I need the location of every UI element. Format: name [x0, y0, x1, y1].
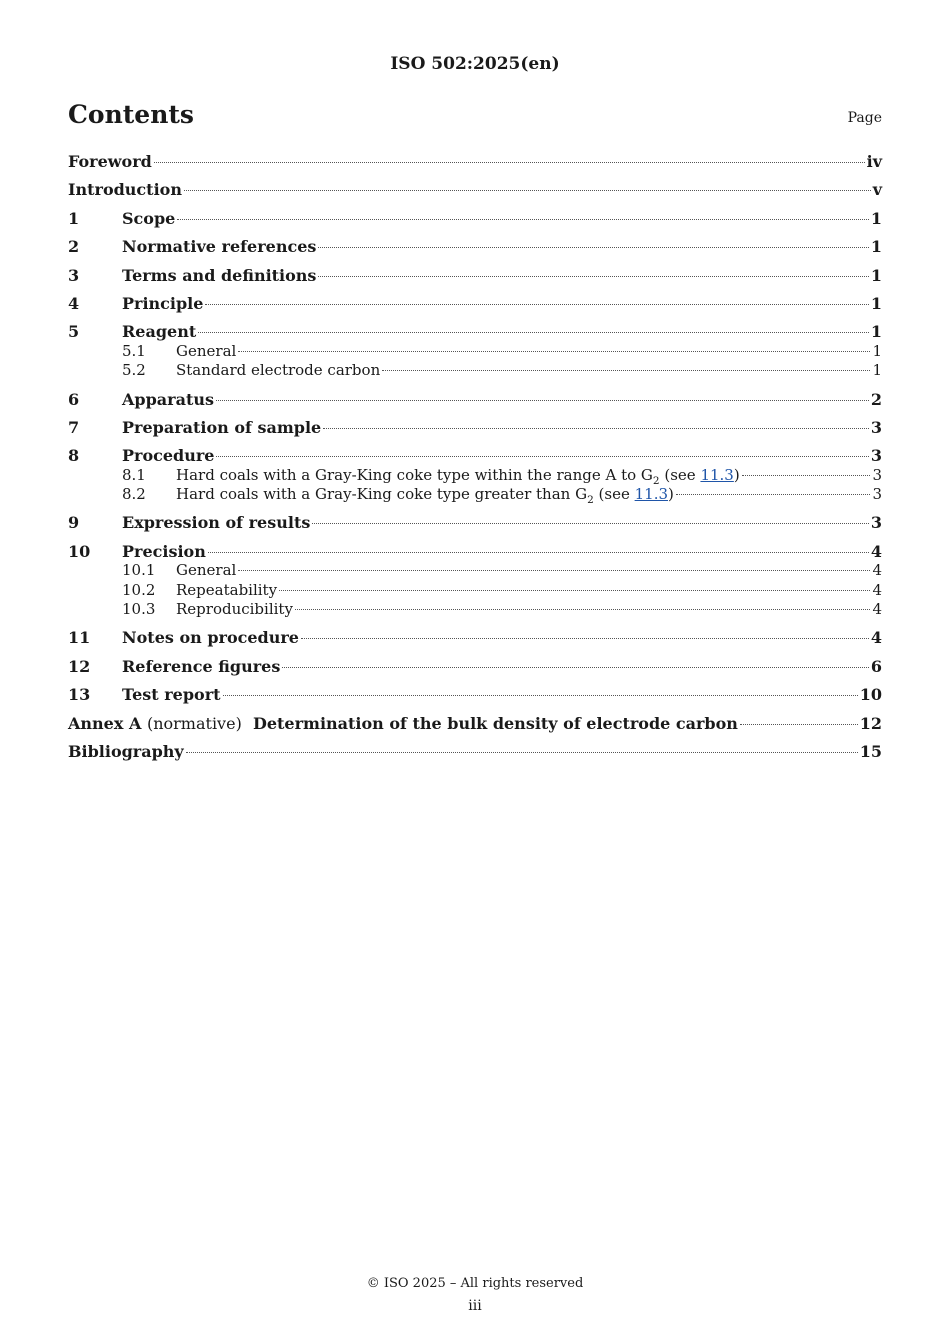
toc-number: 6 — [68, 389, 80, 409]
toc-entry-hard-coals-range-a-to-g2[interactable] — [68, 466, 882, 485]
toc-leader — [205, 304, 868, 305]
toc-title: Reagent — [122, 322, 197, 342]
toc-leader — [382, 370, 870, 371]
toc-leader — [216, 456, 868, 457]
see-close: ) — [733, 465, 740, 484]
subscript: 2 — [587, 494, 594, 507]
toc-number: 3 — [68, 265, 80, 285]
toc-entry-procedure[interactable] — [68, 446, 882, 465]
toc-leader — [154, 162, 865, 163]
toc-title: Foreword — [68, 152, 152, 171]
subscript: 2 — [652, 474, 660, 487]
toc-title: Test report — [122, 685, 221, 705]
toc-title: Terms and definitions — [122, 265, 317, 285]
toc-page: 3 — [870, 417, 882, 437]
toc-title: Scope — [122, 208, 176, 228]
toc-number: 5 — [68, 322, 80, 342]
annex-label: Annex A — [68, 713, 142, 733]
toc-leader — [238, 570, 870, 571]
toc-number: 11 — [68, 628, 91, 648]
toc-title: Bibliography — [68, 741, 184, 761]
toc-entry-precision-general[interactable] — [68, 561, 882, 580]
toc-entry-foreword[interactable] — [68, 152, 882, 171]
see-close: ) — [668, 485, 674, 504]
toc-number: 10.3 — [122, 600, 156, 619]
toc-page: 1 — [870, 208, 882, 228]
toc-entry-introduction[interactable] — [68, 180, 882, 199]
see-open: (see — [659, 465, 701, 484]
toc-entry-notes-on-procedure[interactable] — [68, 628, 882, 647]
toc-title: Standard electrode carbon — [176, 361, 381, 380]
toc-entry-normative-references[interactable] — [68, 237, 882, 256]
toc-title: Apparatus — [122, 389, 214, 409]
see-open: (see — [593, 485, 635, 504]
toc-page: 10 — [859, 685, 882, 705]
toc-title-text: Hard coals with a Gray-King coke type within the range A to G — [176, 465, 653, 484]
cross-reference-link[interactable]: 11.3 — [634, 485, 669, 504]
toc-page: 3 — [870, 513, 882, 533]
toc-entry-apparatus[interactable] — [68, 390, 882, 409]
toc-page: 1 — [870, 293, 882, 313]
toc-entry-precision[interactable] — [68, 542, 882, 561]
toc-leader — [742, 475, 871, 476]
toc-entry-terms-definitions[interactable] — [68, 266, 882, 285]
table-of-contents — [68, 152, 882, 761]
toc-entry-bibliography[interactable] — [68, 742, 882, 761]
cross-reference-link[interactable]: 11.3 — [700, 465, 734, 484]
document-id-header: ISO 502:2025(en) — [390, 54, 560, 74]
toc-entry-repeatability[interactable] — [68, 581, 882, 600]
toc-title: Principle — [122, 293, 204, 313]
toc-page: 12 — [859, 713, 882, 733]
toc-page: iv — [866, 152, 882, 171]
toc-entry-reagent[interactable] — [68, 322, 882, 341]
toc-entry-standard-electrode-carbon[interactable] — [68, 361, 882, 380]
toc-title: Precision — [122, 541, 206, 561]
toc-entry-reference-figures[interactable] — [68, 657, 882, 676]
toc-number: 4 — [68, 293, 80, 313]
toc-page: 4 — [872, 600, 882, 619]
toc-title: Repeatability — [176, 580, 278, 599]
toc-number: 7 — [68, 417, 80, 437]
toc-leader — [318, 247, 868, 248]
toc-number: 10 — [68, 541, 91, 561]
toc-entry-test-report[interactable] — [68, 685, 882, 704]
toc-title: Procedure — [122, 446, 215, 466]
toc-title: Normative references — [122, 237, 317, 257]
annex-normative-tag: (normative) — [146, 713, 242, 733]
toc-page: 1 — [870, 265, 882, 285]
toc-entry-annex-a[interactable] — [68, 714, 882, 733]
toc-number: 2 — [68, 237, 80, 257]
toc-leader — [740, 724, 858, 725]
toc-page: 4 — [872, 561, 882, 580]
toc-title — [176, 466, 740, 485]
toc-entry-expression-of-results[interactable] — [68, 513, 882, 532]
toc-title — [68, 714, 738, 733]
toc-number: 10.2 — [122, 580, 156, 599]
toc-number: 13 — [68, 685, 91, 705]
toc-entry-hard-coals-greater-than-g2[interactable] — [68, 485, 882, 507]
toc-number: 1 — [68, 208, 80, 228]
toc-entry-reagent-general[interactable] — [68, 342, 882, 361]
toc-leader — [198, 332, 869, 333]
toc-title: Reproducibility — [176, 600, 293, 619]
contents-heading: Contents — [68, 100, 195, 129]
toc-leader — [223, 695, 858, 696]
toc-page: 4 — [870, 628, 882, 648]
toc-page: v — [872, 180, 882, 200]
toc-leader — [318, 276, 868, 277]
toc-leader — [295, 609, 871, 610]
toc-entry-scope[interactable] — [68, 209, 882, 228]
toc-page: 1 — [872, 361, 882, 380]
page-column-label: Page — [847, 110, 882, 126]
toc-title: Reference figures — [122, 656, 281, 676]
toc-page: 1 — [872, 341, 882, 360]
toc-title: Introduction — [68, 180, 182, 200]
toc-page: 1 — [870, 237, 882, 257]
toc-title: Notes on procedure — [122, 628, 299, 648]
toc-leader — [177, 219, 869, 220]
toc-leader — [676, 494, 871, 495]
toc-title: Preparation of sample — [122, 417, 322, 437]
toc-number: 5.2 — [122, 361, 146, 380]
toc-number: 5.1 — [122, 341, 146, 360]
toc-page: 15 — [859, 741, 882, 761]
toc-title: Expression of results — [122, 513, 311, 533]
toc-leader — [282, 667, 869, 668]
toc-page: 4 — [870, 541, 882, 561]
footer-copyright: © ISO 2025 – All rights reserved — [366, 1276, 584, 1291]
toc-page: 3 — [870, 446, 882, 466]
toc-page: 4 — [872, 580, 882, 599]
toc-leader — [279, 590, 870, 591]
toc-leader — [216, 400, 869, 401]
toc-title-text: Hard coals with a Gray-King coke type greater than G — [176, 485, 588, 504]
toc-number: 8.2 — [122, 485, 146, 504]
toc-number: 8 — [68, 446, 80, 466]
toc-page: 6 — [870, 656, 882, 676]
toc-leader — [208, 552, 869, 553]
toc-title: General — [176, 561, 237, 580]
toc-page: 3 — [872, 485, 882, 504]
toc-number: 10.1 — [122, 561, 156, 580]
toc-title — [176, 485, 674, 507]
toc-entry-principle[interactable] — [68, 294, 882, 313]
toc-leader — [301, 638, 869, 639]
toc-leader — [186, 752, 858, 753]
annex-title: Determination of the bulk density of electrode carbon — [252, 713, 738, 733]
toc-page: 3 — [872, 465, 882, 484]
toc-number: 9 — [68, 513, 80, 533]
toc-title: General — [176, 341, 237, 360]
toc-number: 8.1 — [122, 465, 146, 484]
toc-leader — [238, 351, 870, 352]
toc-page: 1 — [870, 322, 882, 342]
toc-leader — [312, 523, 869, 524]
toc-entry-reproducibility[interactable] — [68, 600, 882, 619]
toc-number: 12 — [68, 656, 91, 676]
toc-entry-preparation-of-sample[interactable] — [68, 418, 882, 437]
footer-page-number: iii — [468, 1298, 482, 1314]
toc-leader — [184, 190, 871, 191]
toc-leader — [323, 428, 869, 429]
toc-page: 2 — [870, 389, 882, 409]
